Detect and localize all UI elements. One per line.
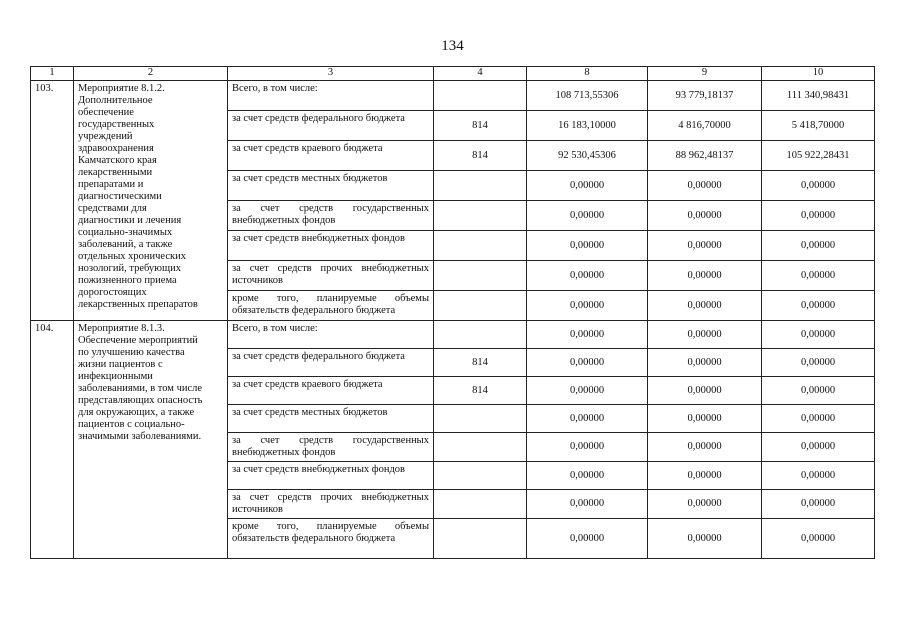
description-line: значимыми заболеваниями. <box>78 431 202 442</box>
description-line: инфекционными <box>78 371 153 382</box>
funding-source: за счет средств внебюджетных фондов <box>228 231 434 261</box>
budget-code <box>434 171 527 201</box>
description-line: государственных <box>78 119 155 130</box>
header-cell: 4 <box>434 67 527 81</box>
value-col-9: 0,00000 <box>648 490 762 519</box>
value-col-10: 0,00000 <box>762 261 875 291</box>
value-col-10: 0,00000 <box>762 231 875 261</box>
description-line: Мероприятие 8.1.3. <box>78 323 165 334</box>
description-line: жизни пациентов с <box>78 359 163 370</box>
description-line: диагностики и лечения <box>78 215 182 226</box>
value-col-8: 0,00000 <box>527 405 648 433</box>
value-col-8: 16 183,10000 <box>527 111 648 141</box>
value-col-9: 0,00000 <box>648 349 762 377</box>
value-col-10: 105 922,28431 <box>762 141 875 171</box>
description-line: здравоохранения <box>78 143 154 154</box>
value-col-8: 0,00000 <box>527 462 648 490</box>
funding-source: кроме того, планируемые объемы обязательств федерального бюджета <box>228 291 434 321</box>
value-col-9: 0,00000 <box>648 171 762 201</box>
funding-source: за счет средств краевого бюджета <box>228 141 434 171</box>
description-line: по улучшению качества <box>78 347 185 358</box>
description-line: Обеспечение мероприятий <box>78 335 198 346</box>
value-col-10: 0,00000 <box>762 462 875 490</box>
funding-source: за счет средств федерального бюджета <box>228 111 434 141</box>
description-line: препаратами и <box>78 179 144 190</box>
value-col-9: 0,00000 <box>648 462 762 490</box>
row-number: 103. <box>31 81 74 321</box>
budget-code <box>434 261 527 291</box>
budget-code: 814 <box>434 377 527 405</box>
measure-description <box>74 81 228 321</box>
budget-code: 814 <box>434 111 527 141</box>
value-col-9: 0,00000 <box>648 519 762 559</box>
value-col-10: 0,00000 <box>762 349 875 377</box>
value-col-8: 0,00000 <box>527 321 648 349</box>
value-col-9: 0,00000 <box>648 377 762 405</box>
header-cell: 2 <box>74 67 228 81</box>
value-col-10: 5 418,70000 <box>762 111 875 141</box>
funding-source: за счет средств государственных внебюджетных фондов <box>228 201 434 231</box>
header-cell: 8 <box>527 67 648 81</box>
funding-source: за счет средств местных бюджетов <box>228 171 434 201</box>
description-line: лекарственными <box>78 167 153 178</box>
funding-source: за счет средств прочих внебюджетных источников <box>228 490 434 519</box>
description-line: учреждений <box>78 131 133 142</box>
value-col-10: 111 340,98431 <box>762 81 875 111</box>
value-col-9: 0,00000 <box>648 201 762 231</box>
value-col-9: 0,00000 <box>648 231 762 261</box>
description-line: представляющих опасность <box>78 395 203 406</box>
budget-code: 814 <box>434 141 527 171</box>
budget-code <box>434 519 527 559</box>
budget-code <box>434 321 527 349</box>
value-col-9: 0,00000 <box>648 405 762 433</box>
value-col-8: 108 713,55306 <box>527 81 648 111</box>
value-col-9: 0,00000 <box>648 291 762 321</box>
description-line: заболеваний, а также <box>78 239 173 250</box>
description-line: нозологий, требующих <box>78 263 181 274</box>
value-col-10: 0,00000 <box>762 377 875 405</box>
value-col-10: 0,00000 <box>762 519 875 559</box>
funding-source: Всего, в том числе: <box>228 81 434 111</box>
funding-source: за счет средств федерального бюджета <box>228 349 434 377</box>
description-line: социально-значимых <box>78 227 173 238</box>
description-line: лекарственных препаратов <box>78 299 198 310</box>
value-col-9: 0,00000 <box>648 321 762 349</box>
funding-source: за счет средств краевого бюджета <box>228 377 434 405</box>
row-number: 104. <box>31 321 74 559</box>
value-col-9: 93 779,18137 <box>648 81 762 111</box>
header-cell: 1 <box>31 67 74 81</box>
description-line: для окружающих, а также <box>78 407 195 418</box>
budget-code <box>434 81 527 111</box>
funding-source: за счет средств прочих внебюджетных источников <box>228 261 434 291</box>
value-col-9: 0,00000 <box>648 261 762 291</box>
value-col-10: 0,00000 <box>762 171 875 201</box>
budget-code <box>434 201 527 231</box>
header-cell: 9 <box>648 67 762 81</box>
description-line: отдельных хронических <box>78 251 186 262</box>
description-line: диагностическими <box>78 191 162 202</box>
value-col-10: 0,00000 <box>762 201 875 231</box>
table-row <box>31 81 875 111</box>
value-col-9: 4 816,70000 <box>648 111 762 141</box>
budget-code <box>434 231 527 261</box>
budget-table <box>30 66 875 559</box>
description-line: пожизненного приема <box>78 275 177 286</box>
funding-source: за счет средств внебюджетных фондов <box>228 462 434 490</box>
header-cell: 10 <box>762 67 875 81</box>
value-col-8: 0,00000 <box>527 201 648 231</box>
description-line: заболеваниями, в том числе <box>78 383 203 394</box>
value-col-10: 0,00000 <box>762 321 875 349</box>
budget-code <box>434 433 527 462</box>
budget-code <box>434 405 527 433</box>
value-col-8: 0,00000 <box>527 231 648 261</box>
value-col-8: 0,00000 <box>527 433 648 462</box>
page-number: 134 <box>441 38 464 54</box>
value-col-10: 0,00000 <box>762 291 875 321</box>
value-col-8: 0,00000 <box>527 377 648 405</box>
value-col-10: 0,00000 <box>762 490 875 519</box>
value-col-8: 92 530,45306 <box>527 141 648 171</box>
funding-source: за счет средств местных бюджетов <box>228 405 434 433</box>
value-col-10: 0,00000 <box>762 433 875 462</box>
value-col-8: 0,00000 <box>527 171 648 201</box>
description-line: Мероприятие 8.1.2. <box>78 83 165 94</box>
value-col-9: 0,00000 <box>648 433 762 462</box>
table-row <box>31 321 875 349</box>
value-col-8: 0,00000 <box>527 490 648 519</box>
description-line: средствами для <box>78 203 147 214</box>
funding-source: кроме того, планируемые объемы обязательств федерального бюджета <box>228 519 434 559</box>
funding-source: Всего, в том числе: <box>228 321 434 349</box>
value-col-8: 0,00000 <box>527 291 648 321</box>
header-row <box>31 67 875 81</box>
description-line: обеспечение <box>78 107 134 118</box>
description-line: дорогостоящих <box>78 287 147 298</box>
value-col-10: 0,00000 <box>762 405 875 433</box>
budget-code <box>434 490 527 519</box>
budget-code: 814 <box>434 349 527 377</box>
budget-code <box>434 291 527 321</box>
value-col-8: 0,00000 <box>527 349 648 377</box>
description-line: Дополнительное <box>78 95 153 106</box>
funding-source: за счет средств государственных внебюджетных фондов <box>228 433 434 462</box>
description-line: Камчатского края <box>78 155 157 166</box>
value-col-8: 0,00000 <box>527 519 648 559</box>
value-col-9: 88 962,48137 <box>648 141 762 171</box>
header-cell: 3 <box>228 67 434 81</box>
description-line: пациентов с социально- <box>78 419 185 430</box>
budget-code <box>434 462 527 490</box>
measure-description <box>74 321 228 559</box>
value-col-8: 0,00000 <box>527 261 648 291</box>
